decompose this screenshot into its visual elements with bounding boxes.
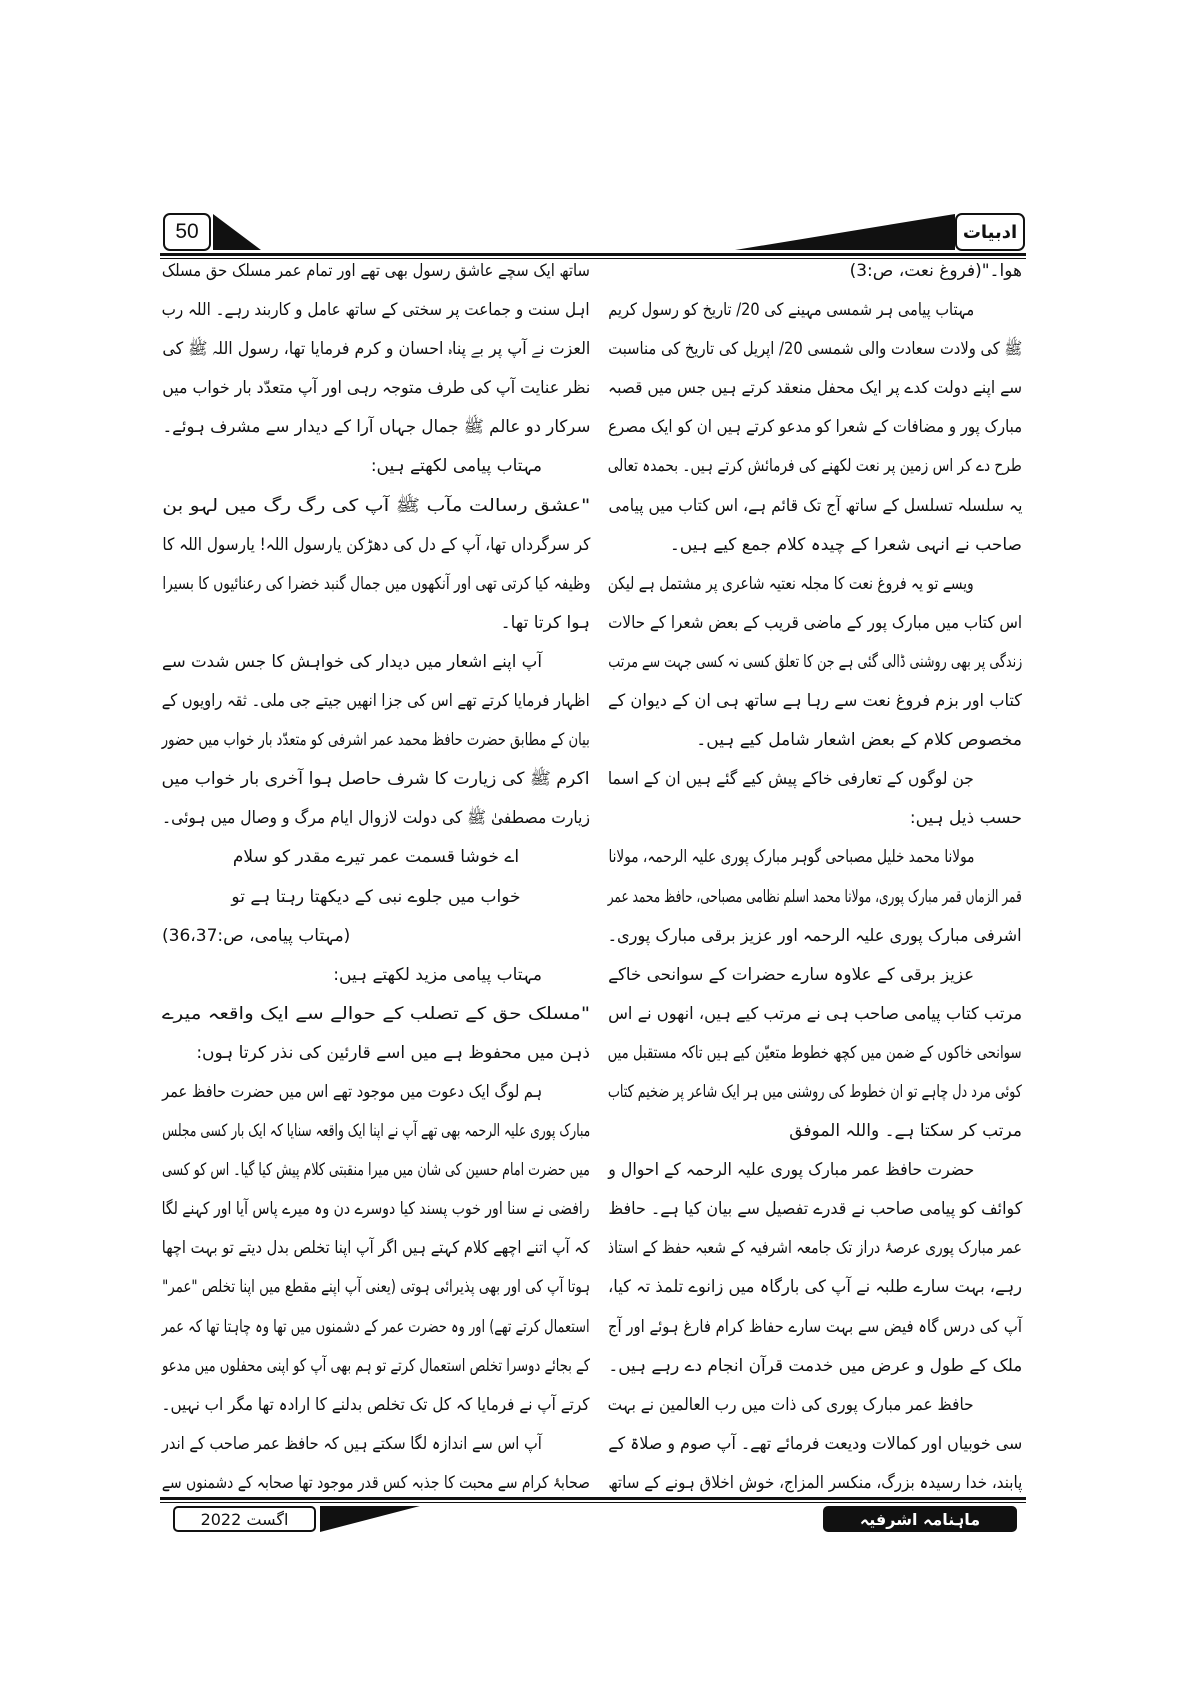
text-line-content: کر سرگرداں تھا، آپ کے دل کی دھڑکن یارسول اللہ! یارسول اللہ کا xyxy=(162,534,590,555)
text-line-content: کے بجائے دوسرا تخلص استعمال کرتے تو ہم بھی آپ کو اپنی محفلوں میں مدعو xyxy=(162,1355,590,1376)
text-line xyxy=(162,1040,590,1066)
text-line-content: کہ آپ اتنے اچھے کلام کہتے ہیں اگر آپ اپنا تخلص بدل دیتے تو بہت اچھا xyxy=(162,1238,590,1259)
text-line-content: کوائف کو پیامی صاحب نے قدرے تفصیل سے بیان کیا ہے۔ حافظ xyxy=(608,1199,1022,1220)
footer-rule xyxy=(160,1497,1026,1503)
text-line xyxy=(608,1392,1022,1418)
header-left-wedge xyxy=(213,214,261,250)
text-line xyxy=(608,414,1022,440)
text-line-content: صحابۂ کرام سے محبت کا جذبہ کس قدر موجود تھا صحابہ کے دشمنوں سے xyxy=(162,1472,590,1493)
text-line xyxy=(162,1392,590,1418)
text-line xyxy=(608,610,1022,636)
text-line xyxy=(162,493,590,519)
text-line-content: مبارک پوری علیہ الرحمہ بھی تھے آپ نے اپنا ایک واقعہ سنایا کہ ایک بار کسی مجلس xyxy=(162,1121,590,1142)
text-line xyxy=(162,1353,590,1379)
text-line-content: میں حضرت امام حسین کی شان میں میرا منقبتی کلام پیش کیا گیا۔ اس کو کسی xyxy=(162,1160,590,1181)
text-line xyxy=(608,571,1022,597)
text-line-content: مہتاب پیامی ہر شمسی مہینے کی 20/ تاریخ کو رسول کریم xyxy=(608,300,974,321)
text-line-content: عمر مبارک پوری عرصۂ دراز تک جامعہ اشرفیہ کے شعبہ حفظ کے استاذ xyxy=(608,1238,1022,1259)
text-line xyxy=(162,1196,590,1222)
text-line xyxy=(162,1274,590,1300)
text-line-content: رافضی نے سنا اور خوب پسند کیا دوسرے دن وہ میرے پاس آیا اور کہنے لگا xyxy=(162,1199,590,1220)
text-line xyxy=(162,610,590,636)
text-line xyxy=(162,1079,590,1105)
text-line xyxy=(162,1431,590,1457)
text-line xyxy=(162,1470,590,1496)
text-line xyxy=(608,727,1022,753)
text-line xyxy=(608,493,1022,519)
text-line-content: اہل سنت و جماعت پر سختی کے ساتھ عامل و کاربند رہے۔ اللہ رب xyxy=(162,300,590,321)
text-line-content: اے خوشا قسمت عمر تیرے مقدر کو سلام xyxy=(232,847,520,868)
text-line xyxy=(608,962,1022,988)
text-line-content: اظہار فرمایا کرتے تھے اس کی جزا انھیں جیتے جی ملی۔ ثقہ راویوں کے xyxy=(162,691,590,712)
text-line-content: استعمال کرتے تھے) اور وہ حضرت عمر کے دشمنوں میں تھا وہ چاہتا تھا کہ عمر xyxy=(162,1316,590,1337)
text-line-content: آپ اس سے اندازہ لگا سکتے ہیں کہ حافظ عمر صاحب کے اندر xyxy=(162,1433,542,1454)
text-line xyxy=(608,688,1022,714)
text-line xyxy=(608,1196,1022,1222)
header-right-wedge xyxy=(735,214,955,250)
text-line-content: ﷺ کی ولادت سعادت والی شمسی 20/ اپریل کی تاریخ کی مناسبت xyxy=(608,339,1022,360)
text-line-content: نظر عنایت آپ کی طرف متوجہ رہی اور آپ متعدّد بار خواب میں xyxy=(162,378,590,399)
text-line xyxy=(162,571,590,597)
text-line-content: کرتے آپ نے فرمایا کہ کل تک تخلص بدلنے کا ارادہ تھا مگر اب نہیں۔ xyxy=(162,1394,590,1415)
text-line xyxy=(608,766,1022,792)
text-line-content: کوئی مرد دل چاہے تو ان خطوط کی روشنی میں ہر ایک شاعر پر ضخیم کتاب xyxy=(608,1081,1022,1102)
issue-date-box xyxy=(173,1506,316,1532)
text-line-content: جن لوگوں کے تعارفی خاکے پیش کیے گئے ہیں ان کے اسما xyxy=(608,769,974,790)
text-line xyxy=(608,649,1022,675)
text-line xyxy=(608,1431,1022,1457)
text-line-content: "عشق رسالت مآب ﷺ آپ کی رگ رگ میں لہو بن xyxy=(162,495,590,516)
text-line-content: ساتھ ایک سچے عاشق رسول بھی تھے اور تمام عمر مسلک حق مسلک xyxy=(162,261,590,281)
text-line-content: یہ سلسلہ تسلسل کے ساتھ آج تک قائم ہے، اس کتاب میں پیامی xyxy=(608,495,1022,516)
text-line xyxy=(608,1470,1022,1496)
text-line-content: مہتاب پیامی مزید لکھتے ہیں: xyxy=(333,964,542,985)
text-line xyxy=(608,1118,1022,1144)
text-line xyxy=(162,532,590,558)
text-line-content: هوا۔"(فروغ نعت، ص:3) xyxy=(849,261,1022,281)
right-text-column xyxy=(608,258,1022,1496)
text-line-content: اس کتاب میں مبارک پور کے ماضی قریب کے بعض شعرا کے حالات xyxy=(608,612,1022,633)
text-line xyxy=(608,453,1022,479)
text-line-content: قمر الزماں قمر مبارک پوری، مولانا محمد اسلم نظامی مصباحی، حافظ محمد عمر xyxy=(608,886,1022,907)
text-line xyxy=(608,1314,1022,1340)
section-title-box xyxy=(955,213,1025,251)
section-title: ادبیات xyxy=(962,221,1018,243)
text-line-content: اکرم ﷺ کی زیارت کا شرف حاصل ہوا آخری بار خواب میں xyxy=(162,769,590,790)
text-line xyxy=(608,1079,1022,1105)
footer-left-wedge xyxy=(320,1506,420,1532)
text-line xyxy=(608,258,1022,284)
text-line-content: اشرفی مبارک پوری علیہ الرحمہ اور عزیز برقی مبارک پوری۔ xyxy=(608,925,1022,946)
text-line-content: پابند، خدا رسیدہ بزرگ، منکسر المزاج، خوش اخلاق ہونے کے ساتھ xyxy=(608,1472,1022,1493)
text-line xyxy=(162,1118,590,1144)
text-line-content: مولانا محمد خلیل مصباحی گوہر مبارک پوری علیہ الرحمہ، مولانا xyxy=(608,847,974,868)
text-line xyxy=(162,805,590,831)
text-line-content: (مہتاب پیامی، ص:36،37) xyxy=(162,925,351,946)
text-line-content: حسب ذیل ہیں: xyxy=(909,808,1022,829)
text-line-content: مبارک پور و مضافات کے شعرا کو مدعو کرتے ہیں ان کو ایک مصرع xyxy=(608,417,1022,438)
text-line-content: آپ کی درس گاہ فیض سے بہت سارے حفاظ کرام فارغ ہوئے اور آج xyxy=(608,1316,1022,1337)
text-line-content: ذہن میں محفوظ ہے میں اسے قارئین کی نذر کرتا ہوں: xyxy=(196,1042,590,1063)
text-line xyxy=(162,923,590,949)
text-line xyxy=(608,1235,1022,1261)
text-line xyxy=(608,375,1022,401)
text-line-content: وظیفہ کیا کرتی تھی اور آنکھوں میں جمال گنبد خضرا کی رعنائیوں کا بسیرا xyxy=(161,573,590,594)
text-line xyxy=(162,453,590,479)
text-line-content: حافظ عمر مبارک پوری کی ذات میں رب العالمین نے بہت xyxy=(608,1394,974,1415)
text-line-content: ہوا کرتا تھا۔ xyxy=(500,612,590,633)
text-line-content: مرتب کر سکتا ہے۔ واللہ الموفق xyxy=(789,1121,1022,1142)
text-line xyxy=(162,649,590,675)
text-line-content: سی خوبیاں اور کمالات ودیعت فرمائے تھے۔ آپ صوم و صلاۃ کے xyxy=(608,1433,1022,1454)
text-line-content: مخصوص کلام کے بعض اشعار شامل کیے ہیں۔ xyxy=(696,730,1022,751)
text-line xyxy=(162,727,590,753)
text-line-content: بیان کے مطابق حضرت حافظ محمد عمر اشرفی کو متعدّد بار خواب میں حضور xyxy=(162,730,590,751)
text-line xyxy=(162,1314,590,1340)
text-line xyxy=(608,923,1022,949)
text-line-content: سے اپنے دولت کدے پر ایک محفل منعقد کرتے ہیں جس میں قصبہ xyxy=(608,378,1022,399)
text-line-content: خواب میں جلوے نبی کے دیکھتا رہتا ہے تو xyxy=(231,886,521,907)
text-line-content: ہوتا آپ کی اور بھی پذیرائی ہوتی (یعنی آپ اپنے مقطع میں اپنا تخلص "عمر" xyxy=(162,1277,590,1298)
text-line xyxy=(162,1001,590,1027)
text-line xyxy=(162,766,590,792)
text-line xyxy=(162,414,590,440)
text-line-content: زیارت مصطفیٰ ﷺ کی دولت لازوال ایام مرگ و وصال میں ہوئی۔ xyxy=(162,808,590,829)
text-line xyxy=(162,844,590,870)
text-line xyxy=(608,1001,1022,1027)
text-line-content: مرتب کتاب پیامی صاحب ہی نے مرتب کیے ہیں، انھوں نے اس xyxy=(608,1003,1022,1024)
text-line-content: رہے، بہت سارے طلبہ نے آپ کی بارگاہ میں زانوے تلمذ تہ کیا، xyxy=(608,1277,1022,1298)
left-text-column xyxy=(162,258,590,1496)
text-line-content: عزیز برقی کے علاوہ سارے حضرات کے سوانحی خاکے xyxy=(608,964,974,985)
text-line-content: ملک کے طول و عرض میں خدمت قرآن انجام دے رہے ہیں۔ xyxy=(608,1355,1022,1376)
text-line-content: آپ اپنے اشعار میں دیدار کی خواہش کا جس شدت سے xyxy=(162,651,542,672)
text-line xyxy=(162,884,590,910)
text-line xyxy=(162,1157,590,1183)
text-line-content: طرح دے کر اس زمین پر نعت لکھنے کی فرمائش کرتے ہیں۔ بحمدہ تعالی xyxy=(608,456,1022,477)
text-line-content: کتاب اور بزم فروغ نعت سے رہا ہے ساتھ ہی ان کے دیوان کے xyxy=(608,691,1022,712)
text-line xyxy=(162,258,590,284)
text-line-content: صاحب نے انہی شعرا کے چیدہ کلام جمع کیے ہیں۔ xyxy=(669,534,1022,555)
text-line xyxy=(162,1235,590,1261)
text-line xyxy=(162,336,590,362)
text-line-content: حضرت حافظ عمر مبارک پوری علیہ الرحمہ کے احوال و xyxy=(608,1160,974,1181)
text-line xyxy=(608,805,1022,831)
magazine-name: ماہنامہ اشرفیہ xyxy=(859,1509,981,1529)
text-line-content: العزت نے آپ پر بے پناہ احسان و کرم فرمایا تھا، رسول اللہ ﷺ کی xyxy=(162,339,590,360)
text-line xyxy=(608,884,1022,910)
text-line xyxy=(608,844,1022,870)
text-line xyxy=(608,297,1022,323)
text-line xyxy=(608,1353,1022,1379)
text-line-content: سوانحی خاکوں کے ضمن میں کچھ خطوط متعیّن کیے ہیں تاکہ مستقبل میں xyxy=(608,1042,1022,1063)
text-line xyxy=(162,688,590,714)
text-line xyxy=(608,1040,1022,1066)
issue-date: اگست 2022 xyxy=(200,1509,289,1529)
text-line xyxy=(608,1157,1022,1183)
text-line-content: ہم لوگ ایک دعوت میں موجود تھے اس میں حضرت حافظ عمر xyxy=(162,1081,542,1102)
text-line xyxy=(608,1274,1022,1300)
text-line xyxy=(608,336,1022,362)
page-number-box xyxy=(163,213,211,251)
text-line xyxy=(162,962,590,988)
magazine-name-box xyxy=(823,1506,1017,1532)
text-line-content: مہتاب پیامی لکھتے ہیں: xyxy=(370,456,542,477)
text-line-content: سرکار دو عالم ﷺ جمال جہاں آرا کے دیدار سے مشرف ہوئے۔ xyxy=(162,417,590,438)
text-line xyxy=(162,375,590,401)
page-number: 50 xyxy=(175,220,199,243)
text-line xyxy=(608,532,1022,558)
text-line-content: زندگی پر بھی روشنی ڈالی گئی ہے جن کا تعلق کسی نہ کسی جہت سے مرتب xyxy=(608,651,1022,672)
text-line xyxy=(162,297,590,323)
text-line-content: ویسے تو یہ فروغ نعت کا مجلہ نعتیہ شاعری پر مشتمل ہے لیکن xyxy=(608,573,974,594)
text-line-content: "مسلک حق کے تصلب کے حوالے سے ایک واقعہ میرے xyxy=(162,1003,590,1024)
